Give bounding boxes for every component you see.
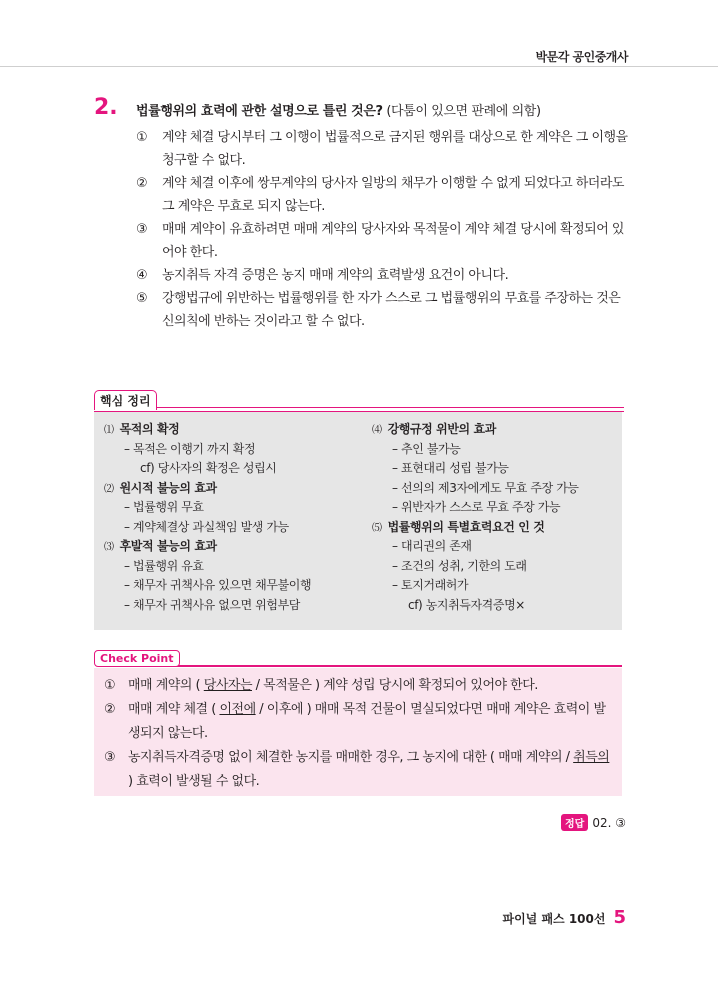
option-text: 계약 체결 이후에 쌍무계약의 당사자 일방의 채무가 이행할 수 없게 되었다고 하더라도 그 계약은 무효로 되지 않는다.	[162, 176, 624, 214]
option-number: ③	[136, 222, 148, 237]
check-point-item	[104, 746, 614, 794]
answer-text: 02. ③	[592, 815, 626, 830]
question-stem	[136, 100, 541, 119]
option-text: 계약 체결 당시부터 그 이행이 법률적으로 금지된 행위를 대상으로 한 계약은 그 이행을 청구할 수 없다.	[162, 130, 628, 168]
core-item: – 법률행위 무효	[124, 500, 204, 514]
core-item: – 위반자가 스스로 무효 주장 가능	[392, 500, 561, 514]
check-point-text	[128, 674, 614, 698]
check-point-text-segment: / 이후에 ) 매매 목적 건물이 멸실되었다면 매매 계약은 효력이 발생되지 않는다.	[128, 702, 606, 741]
core-item: – 표현대리 성립 불가능	[392, 461, 509, 475]
option-item	[136, 264, 632, 287]
book-title: 파이널 패스 100선	[502, 912, 606, 926]
check-point-answer-blank: 이전에	[219, 702, 256, 717]
check-point-box	[94, 668, 622, 796]
core-section-heading	[104, 420, 311, 440]
check-point-number: ①	[104, 678, 116, 693]
core-item: – 채무자 귀책사유 없으면 위험부담	[124, 597, 300, 612]
option-number: ⑤	[136, 291, 148, 306]
check-point-lines	[104, 674, 614, 794]
option-item	[136, 172, 632, 218]
answer-key	[561, 814, 626, 831]
core-item: – 선의의 제3자에게도 무효 주장 가능	[392, 480, 579, 495]
check-point-text-segment: 매매 계약의 (	[128, 678, 204, 693]
core-section-number: ⑴	[104, 425, 114, 436]
page-number: 5	[613, 907, 626, 928]
core-section-heading	[104, 479, 311, 499]
option-number: ①	[136, 130, 148, 145]
core-section-title: 목적의 확정	[119, 422, 180, 436]
answer-options	[136, 126, 632, 333]
core-section-number: ⑷	[372, 425, 382, 436]
core-summary-box	[94, 412, 622, 630]
option-text: 농지취득 자격 증명은 농지 매매 계약의 효력발생 요건이 아니다.	[162, 268, 509, 283]
check-point-tab: Check Point	[94, 650, 180, 667]
core-section-heading	[104, 537, 311, 557]
core-item: – 조건의 성취, 기한의 도래	[392, 558, 527, 573]
core-item: – 채무자 귀책사유 있으면 채무불이행	[124, 578, 312, 592]
check-point-answer-blank: 당사자는	[203, 678, 252, 693]
option-item	[136, 218, 632, 264]
core-item: – 대리권의 존재	[392, 539, 472, 553]
core-section-number: ⑸	[372, 522, 382, 534]
check-point-text-segment: 매매 계약 체결 (	[128, 702, 220, 717]
core-section-title: 법률행위의 특별효력요건 인 것	[387, 519, 545, 534]
core-item: – 계약체결상 과실책임 발생 가능	[124, 519, 289, 534]
check-point-item	[104, 698, 614, 746]
core-section-title: 후발적 불능의 효과	[119, 539, 217, 553]
check-point-number: ③	[104, 750, 116, 765]
check-point-rule	[162, 665, 622, 667]
question-stem-main: 법률행위의 효력에 관한 설명으로 틀린 것은?	[136, 104, 383, 119]
core-section-title: 원시적 불능의 효과	[119, 480, 217, 495]
core-section-number: ⑵	[104, 483, 114, 495]
header-divider	[0, 66, 718, 67]
option-text: 매매 계약이 유효하려면 매매 계약의 당사자와 목적물이 계약 체결 당시에 확정되어 있어야 한다.	[162, 222, 624, 260]
core-note: cf) 농지취득자격증명×	[408, 597, 525, 612]
option-number: ④	[136, 268, 148, 283]
core-item: – 추인 불가능	[392, 441, 461, 456]
question-stem-note: (다툼이 있으면 판례에 의함)	[382, 104, 541, 119]
option-number: ②	[136, 176, 148, 191]
option-text: 강행법규에 위반하는 법률행위를 한 자가 스스로 그 법률행위의 무효를 주장하는 것은 신의칙에 반하는 것이라고 할 수 없다.	[162, 291, 621, 329]
core-section-title: 강행규정 위반의 효과	[387, 422, 496, 436]
core-summary-right-column	[372, 420, 579, 615]
core-item: – 토지거래허가	[392, 578, 469, 592]
check-point-item	[104, 674, 614, 698]
answer-badge: 정답	[561, 814, 588, 831]
core-summary-left-column	[104, 420, 311, 615]
check-point-number: ②	[104, 702, 116, 717]
check-point-text-segment: / 목적물은 ) 계약 성립 당시에 확정되어 있어야 한다.	[252, 678, 538, 693]
question-number: 2.	[94, 95, 118, 120]
check-point-text	[128, 746, 614, 794]
check-point-text-segment: ) 효력이 발생될 수 없다.	[128, 774, 260, 789]
check-point-text	[128, 698, 614, 746]
core-item: – 법률행위 유효	[124, 558, 204, 573]
check-point-answer-blank: 취득의	[573, 750, 610, 765]
core-summary-tab: 핵심 정리	[94, 390, 157, 410]
page-footer	[503, 907, 627, 928]
core-note: cf) 당사자의 확정은 성립시	[140, 461, 277, 475]
core-section-heading	[372, 518, 579, 538]
option-item	[136, 126, 632, 172]
option-item	[136, 287, 632, 333]
core-section-number: ⑶	[104, 542, 114, 553]
publisher-header: 박문각 공인중개사	[535, 50, 628, 64]
check-point-text-segment: 농지취득자격증명 없이 체결한 농지를 매매한 경우, 그 농지에 대한 ( 매매 계약의 /	[128, 750, 574, 765]
core-item: – 목적은 이행기 까지 확정	[124, 441, 256, 456]
core-section-heading	[372, 420, 579, 440]
